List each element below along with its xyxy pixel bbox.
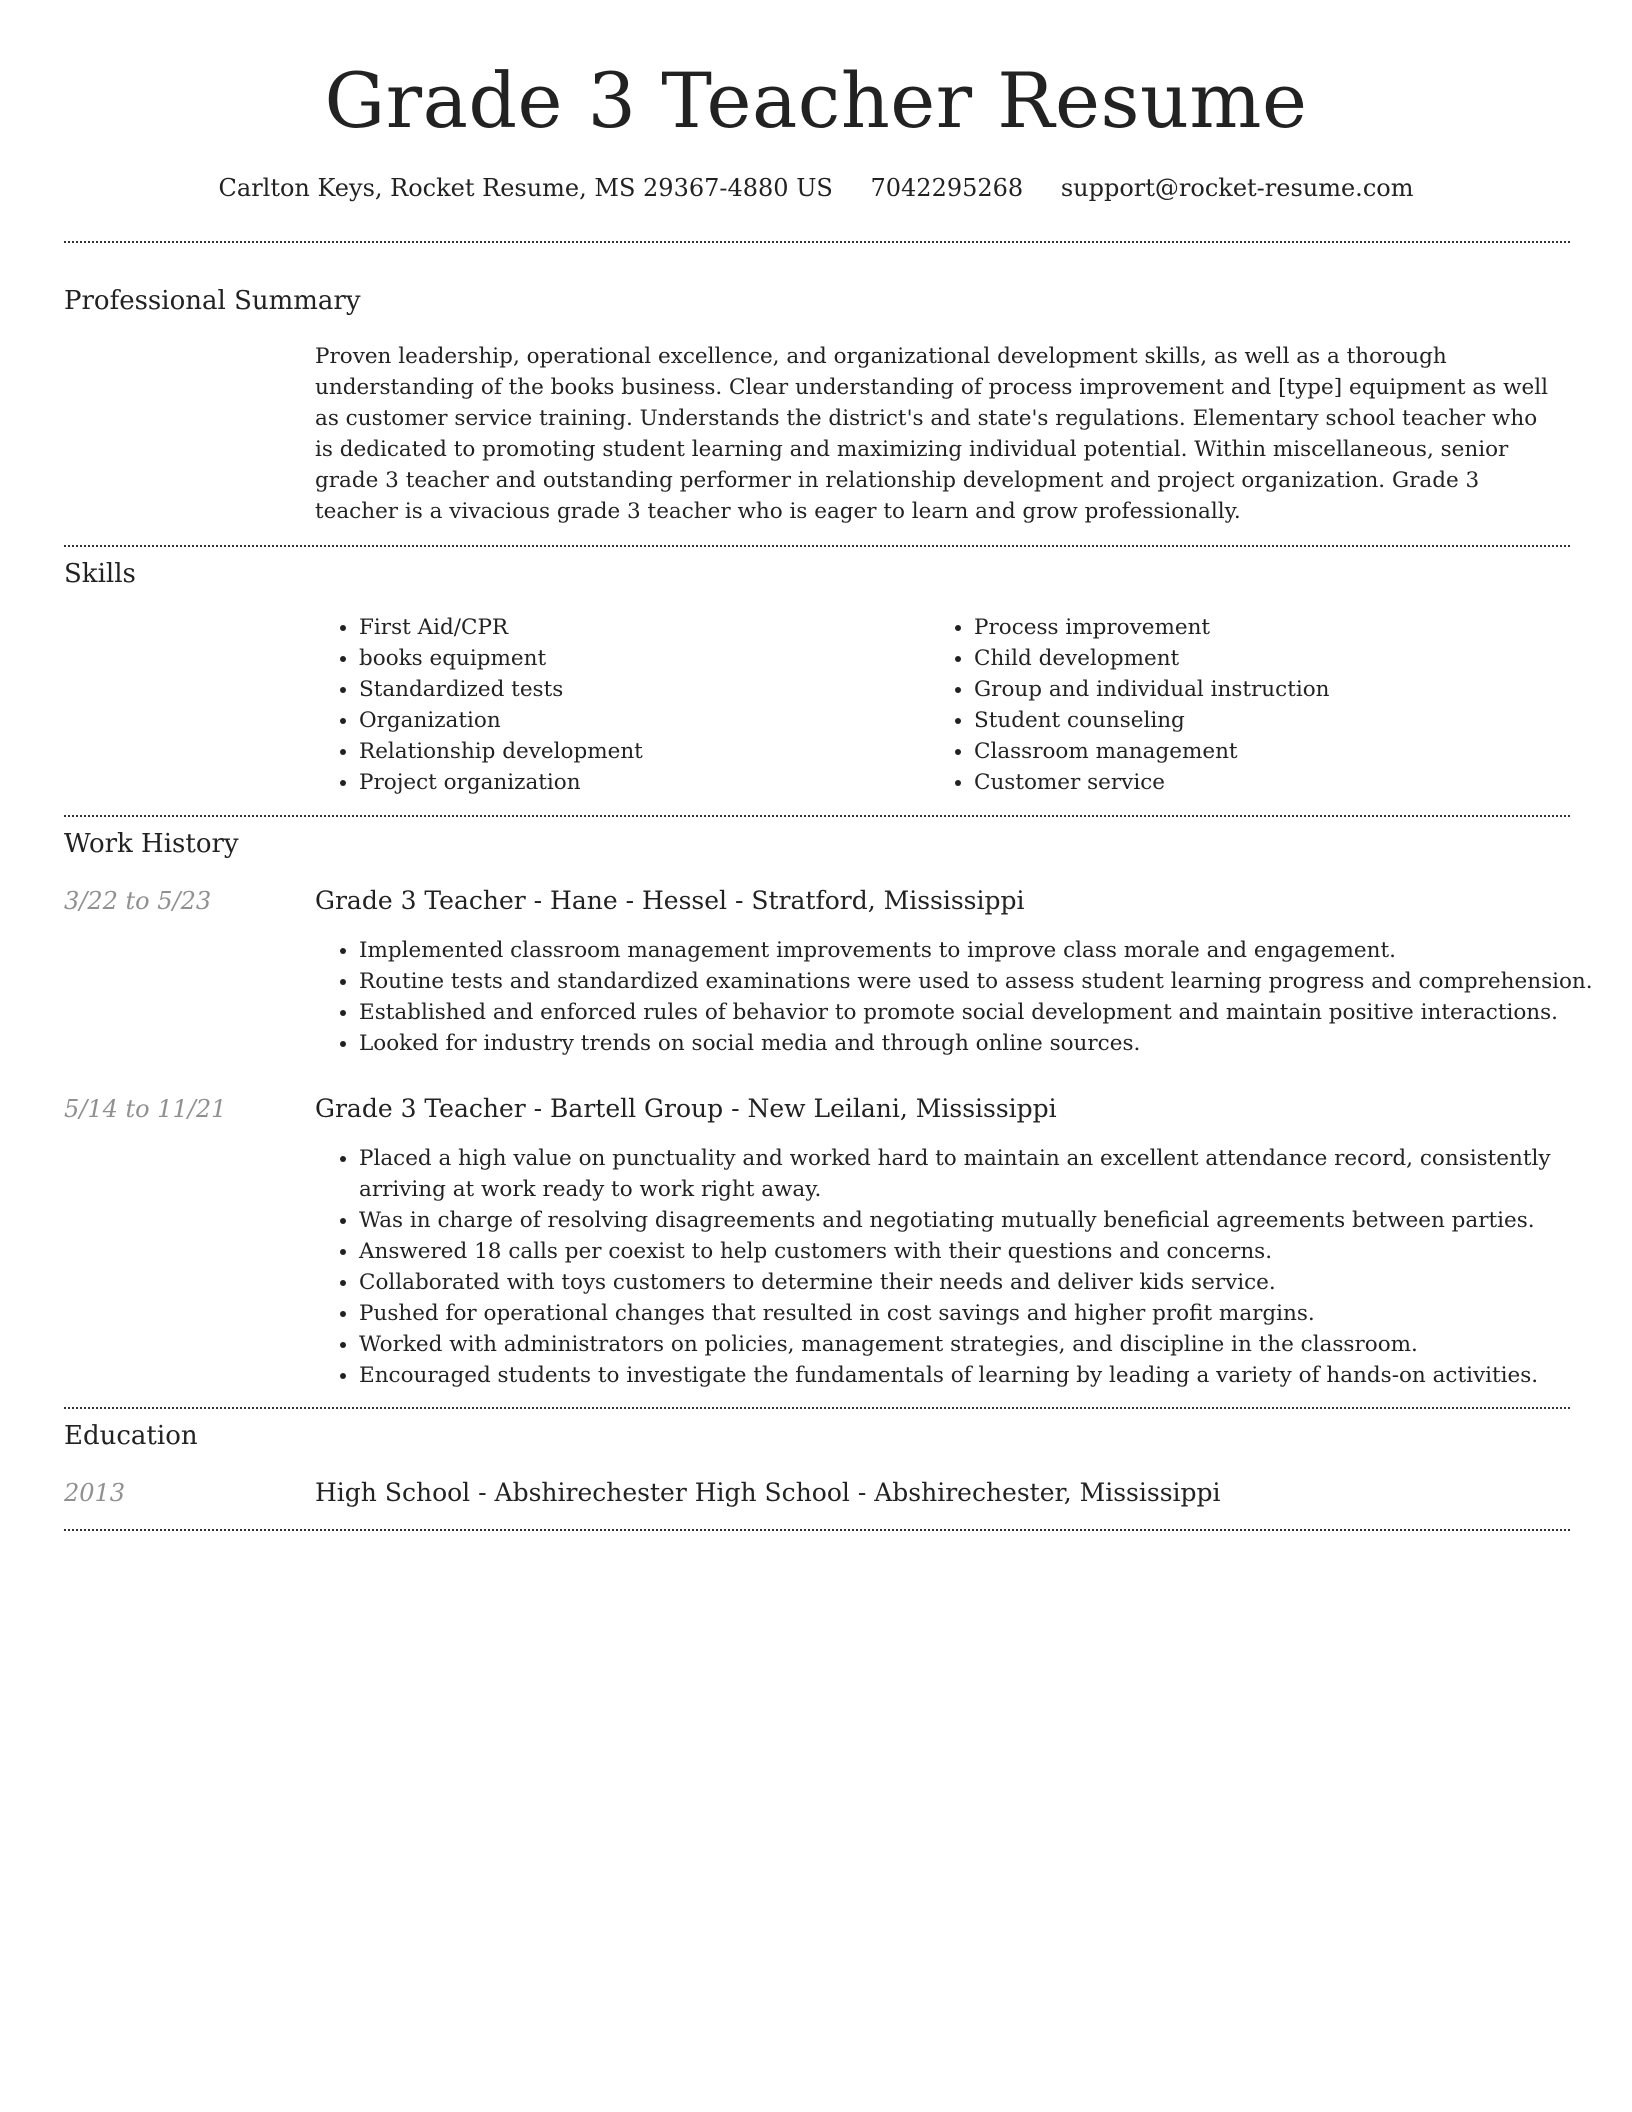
job-bullet: • Routine tests and standardized examinations were used to assess student learning progress and comprehension. [359, 966, 1604, 997]
skills-heading: Skills [64, 559, 136, 589]
summary-text: Proven leadership, operational excellence, and organizational development skills, as well as a thorough understanding of the books business. Clear understanding of process improvement and [type] equipment as well as customer service training. Understands the district's and state's regulations. Elementary school teacher who is dedicated to promoting student learning and maximizing individual potential. Within miscellaneous, senior grade 3 teacher and outstanding performer in relationship development and project organization. Grade 3 teacher is a vivacious grade 3 teacher who is eager to learn and grow professionally. [315, 344, 1548, 524]
job-title: Grade 3 Teacher - Hane - Hessel - Stratford, Mississippi [315, 886, 1025, 915]
job-bullet: • Pushed for operational changes that resulted in cost savings and higher profit margins. [359, 1298, 1604, 1329]
job-bullet: • Placed a high value on punctuality and worked hard to maintain an excellent attendance record, consistently arriving at work ready to work right away. [359, 1143, 1604, 1205]
skill-item: • Child development [974, 643, 1574, 674]
skill-item: • Project organization [359, 767, 919, 798]
job-dates: 3/22 to 5/23 [64, 887, 212, 915]
job-bullet: • Encouraged students to investigate the fundamentals of learning by leading a variety of hands-on activities. [359, 1360, 1604, 1391]
job-bullet: • Implemented classroom management improvements to improve class morale and engagement. [359, 935, 1604, 966]
job-bullets [315, 1143, 1604, 1391]
contact-line [0, 170, 1632, 206]
job-bullet: • Was in charge of resolving disagreements and negotiating mutually beneficial agreements between parties. [359, 1205, 1604, 1236]
summary-heading: Professional Summary [64, 286, 361, 316]
skill-item: • Process improvement [974, 612, 1574, 643]
job-bullets [315, 935, 1604, 1059]
section-divider [64, 1529, 1570, 1531]
resume-title: Grade 3 Teacher Resume [324, 56, 1308, 145]
skills-list-right [930, 612, 1574, 798]
education-heading: Education [64, 1421, 198, 1451]
job-bullet: • Collaborated with toys customers to determine their needs and deliver kids service. [359, 1267, 1604, 1298]
work-heading: Work History [64, 829, 239, 859]
skill-item: • Organization [359, 705, 919, 736]
contact-phone: 7042295268 [870, 174, 1024, 202]
job-dates: 5/14 to 11/21 [64, 1095, 227, 1123]
job-bullet: • Looked for industry trends on social media and through online sources. [359, 1028, 1604, 1059]
skill-item: • Classroom management [974, 736, 1574, 767]
contact-email: support@rocket-resume.com [1060, 174, 1414, 202]
skills-list-left [315, 612, 919, 798]
education-title: High School - Abshirechester High School - Abshirechester, Mississippi [315, 1478, 1221, 1507]
job-title: Grade 3 Teacher - Bartell Group - New Leilani, Mississippi [315, 1094, 1057, 1123]
job-bullet: • Worked with administrators on policies, management strategies, and discipline in the classroom. [359, 1329, 1604, 1360]
skill-item: • Relationship development [359, 736, 919, 767]
section-divider [64, 545, 1570, 547]
skill-item: • Group and individual instruction [974, 674, 1574, 705]
job-bullet: • Answered 18 calls per coexist to help customers with their questions and concerns. [359, 1236, 1604, 1267]
skill-item: • Customer service [974, 767, 1574, 798]
section-divider [64, 815, 1570, 817]
section-divider [64, 241, 1570, 243]
education-year: 2013 [64, 1479, 126, 1507]
skill-item: • Student counseling [974, 705, 1574, 736]
skill-item: • First Aid/CPR [359, 612, 919, 643]
skill-item: • books equipment [359, 643, 919, 674]
job-bullet: • Established and enforced rules of behavior to promote social development and maintain positive interactions. [359, 997, 1604, 1028]
skill-item: • Standardized tests [359, 674, 919, 705]
contact-address: Carlton Keys, Rocket Resume, MS 29367-4880 US [218, 174, 833, 202]
section-divider [64, 1407, 1570, 1409]
